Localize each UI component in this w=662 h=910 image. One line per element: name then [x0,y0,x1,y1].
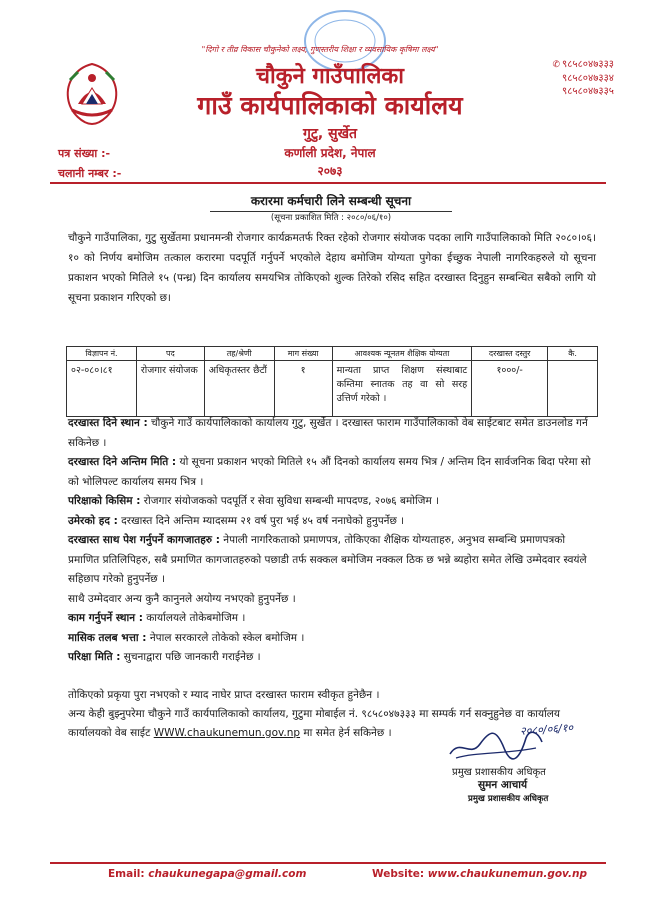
detail-exam-type: परिक्षाको किसिम : रोजगार संयोजकको पदपूर्ति र सेवा सुविधा सम्बन्धी मापदण्ड, २०७६ बमोजिम । [68,495,440,507]
dispatch-number-label: चलानी नम्बर :- [58,167,122,180]
established-year: २०७३ [317,164,343,178]
column-header: पद [136,347,204,361]
column-header: दरखास्त दस्तुर [472,347,548,361]
phone-number: ९८५८०४७३३५ [562,86,614,97]
phone-numbers [552,58,614,98]
footer-divider [50,862,606,864]
org-name-line2: गाउँ कार्यपालिकाको कार्यालय [197,91,463,120]
signatory-title: प्रमुख प्रशासकीय अधिकृत [452,767,546,778]
detail-salary: मासिक तलब भत्ता : नेपाल सरकारले तोकेको स्केल बमोजिम । [68,631,305,644]
table-row [67,361,598,417]
detail-exam-date: परिक्षा मिति : सुचनाद्वारा पछि जानकारी गराईनेछ । [68,651,261,663]
vacancy-table [66,346,598,417]
phone-number: ✆ ९८५८०४७३३३ [552,59,614,70]
detail-application-place: दरखास्त दिने स्थान : चौकुने गाउँ कार्यपालिकाको कार्यालय गुटु, सुर्खेत । दरखास्त फाराम गाउँपालिकाको वेब साईटबाट समेत डाउनलोड गर्न सकिनेछ । [68,417,588,449]
detail-work-place: काम गर्नुपर्ने स्थान : कार्यालयले तोकेबमोजिम । [68,612,246,624]
province: कर्णाली प्रदेश, नेपाल [284,146,376,160]
slogan: "दिगो र तीव्र विकास चौकुनेको लक्ष्य, गुणस्तरीय शिक्षा र व्यवसायिक कृषिमा लक्ष्य" [201,45,439,54]
signature-date: २०८०/०६/१० [519,721,574,738]
detail-age-limit: उमेरको हद : दरखास्त दिने अन्तिम म्यादसम्म २१ वर्ष पुरा भई ४५ वर्ष ननाघेको हुनुपर्नेछ । [68,514,405,527]
table-cell: मान्यता प्राप्त शिक्षण संस्थाबाट कम्तिमा स्नातक तह वा सो सरह उत्तिर्ण गरेको । [332,361,472,417]
column-header: तह/श्रेणी [204,347,274,361]
table-cell: १ [274,361,332,417]
application-details [68,414,596,668]
notice-published-date: (सूचना प्रकाशित मिति : २०८०/०६/१०) [270,213,392,223]
signatory-name: सुमन आचार्य [478,779,528,791]
nepal-emblem-icon [58,60,126,128]
column-header: आवश्यक न्यूनतम शैक्षिक योग्यता [332,347,472,361]
footer-email: Email: chaukunegapa@gmail.com [108,868,307,880]
signatory-role: प्रमुख प्रशासकीय अधिकृत [468,794,549,804]
phone-icon: ✆ [552,60,560,70]
table-cell: अधिकृतस्तर छैटौं [204,361,274,417]
closing-line-2: अन्य केही बुझ्नुपरेमा चौकुने गाउँ कार्यपालिकाको कार्यालय, गुटुमा मोबाईल नं. ९८५८०४७३३३ मा सम्पर्क गर्न सक्नुहुनेछ वा कार्यालय कार्यालयको वेब साईट WWW.chaukunemun.gov.np मा समेत हेर्न सकिनेछ । [68,708,561,739]
table-cell [548,361,598,417]
office-location: गुटु, सुर्खेत [302,126,358,142]
table-cell: रोजगार संयोजक [136,361,204,417]
detail-required-documents: दरखास्त साथ पेश गर्नुपर्ने कागजातहरु : नेपाली नागरिकताको प्रमाणपत्र, तोकिएका शैक्षिक योग्यताहरु, अनुभव सम्बन्धि प्रमाणपत्रको प्रमाणित प्रतिलिपिहरु, सबै प्रमाणित कागजातहरुको पछाडी तर्फ सक्कल बमोजिम नक्कल ठिक छ भन्ने ब्यहोरा समेत लेखि उम्मेदवार स्वयंले सहिछाप गरेको हुनुपर्नेछ । [68,534,587,585]
email-link[interactable]: chaukunegapa@gmail.com [148,868,307,880]
notice-title: करारमा कर्मचारी लिने सम्बन्धी सूचना [210,192,452,212]
phone-number: ९८५८०४७३३४ [562,73,614,84]
column-header: विज्ञापन नं. [67,347,137,361]
closing-line-1: तोकिएको प्रकृया पुरा नभएको र म्याद नाघेर प्राप्त दरखास्त फाराम स्वीकृत हुनेछैन । [68,689,380,701]
detail-eligibility: साथै उम्मेदवार अन्य कुनै कानुनले अयोग्य नभएको हुनुपर्नेछ । [68,592,296,605]
notice-body: चौकुने गाउँपालिका, गुटु सुर्खेतमा प्रधानमन्त्री रोजगार कार्यक्रमतर्फ रिक्त रहेको रोजगार संयोजक पदका लागि गाउँपालिकाको मिति २०८०।०६।१० को निर्णय बमोजिम तत्काल करारमा पदपूर्ति गर्नुपर्ने भएकोले देहाय बमोजिम योग्यता पुगेका ईच्छुक नेपाली नागरिकहरुले यो सूचना प्रकाशन भएको मितिले १५ (पन्ध्र) दिन कार्यालय समयभित्र तोकिएको शुल्क तिरेको रसिद सहित दरखास्त दिनुहुन सम्बन्धित सबैको लागि यो सूचना प्रकाशन गरिएको छ। [68,232,596,304]
column-header: कै. [548,347,598,361]
website-link[interactable]: WWW.chaukunemun.gov.np [153,727,301,739]
table-header-row [67,347,598,361]
org-name-line1: चौकुने गाउँपालिका [256,64,404,89]
header-divider [50,182,606,184]
table-cell: ०२-०८०।८१ [67,361,137,417]
footer-website: Website: www.chaukunemun.gov.np [372,868,588,880]
table-cell: १०००/- [472,361,548,417]
footer-website-link[interactable]: www.chaukunemun.gov.np [427,868,588,880]
reference-number-label: पत्र संख्या :- [58,147,111,160]
column-header: माग संख्या [274,347,332,361]
detail-deadline: दरखास्त दिने अन्तिम मिति : यो सूचना प्रकाशन भएको मितिले १५ औं दिनको कार्यालय समय भित्र / अन्तिम दिन सार्वजनिक बिदा परेमा सो को भोलिपल्ट कार्यालय समय भित्र । [68,456,591,488]
